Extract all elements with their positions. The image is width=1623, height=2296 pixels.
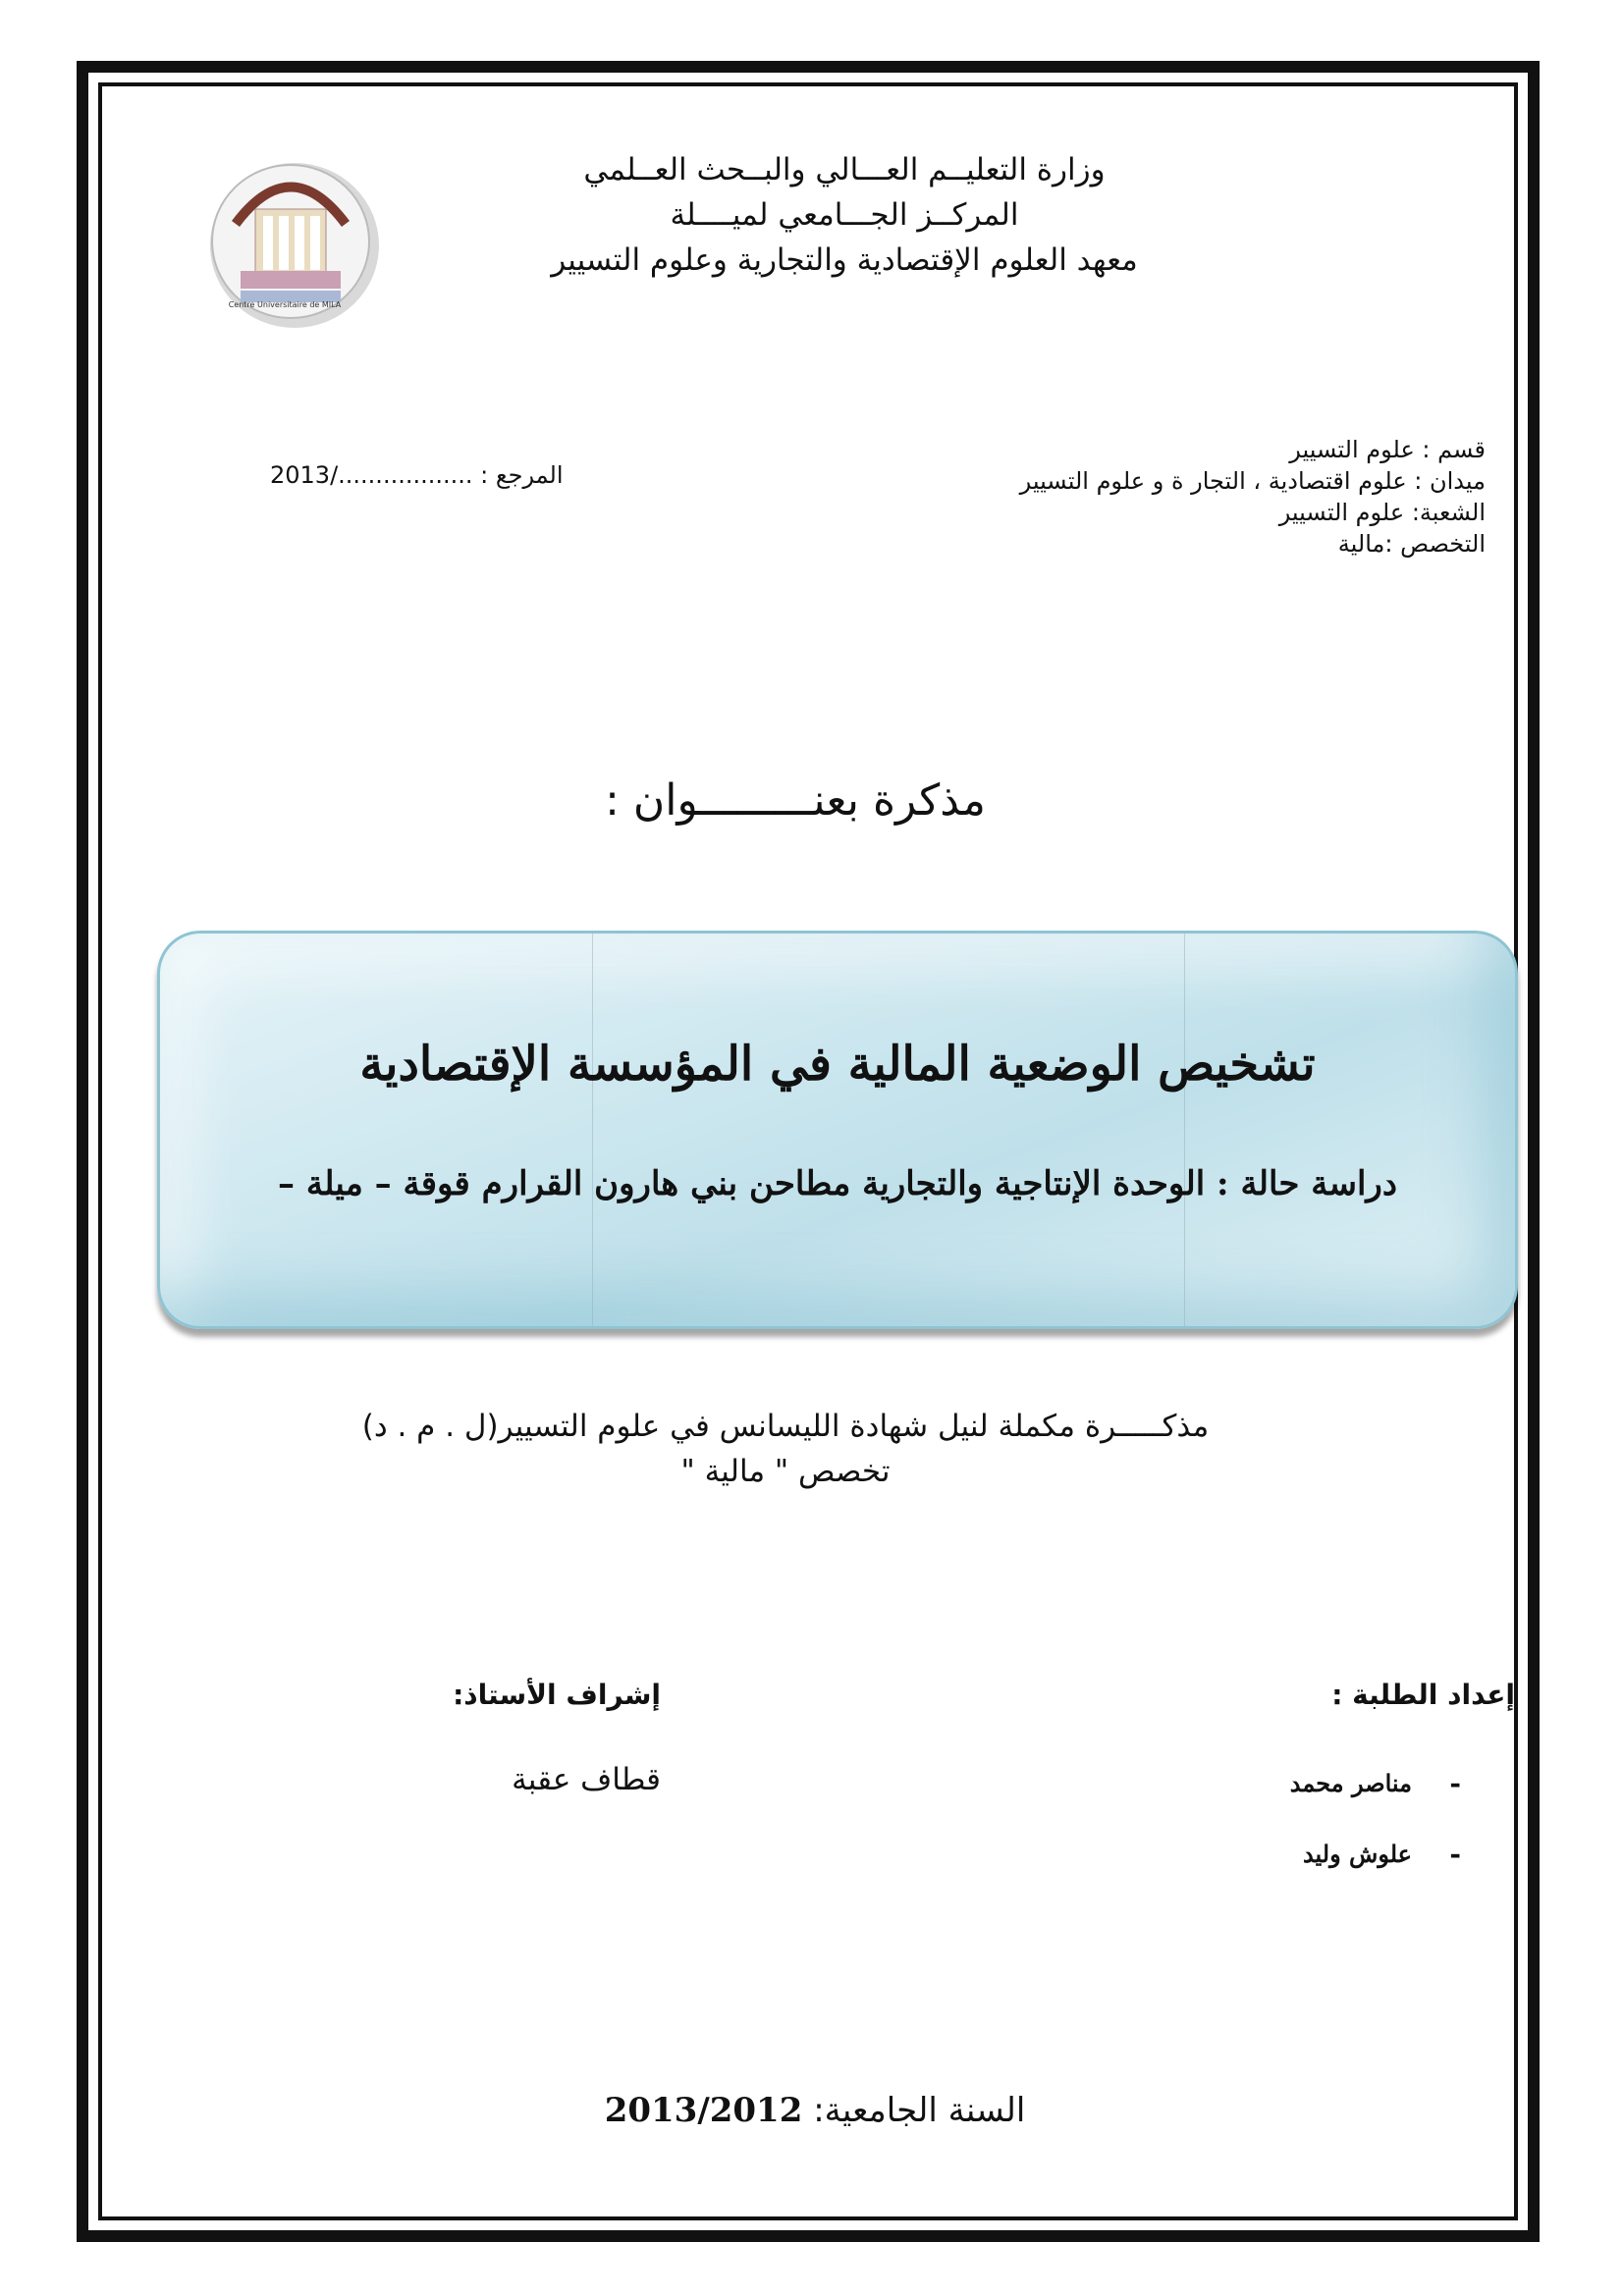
logo-caption: Centre Universitaire de MILA [228,300,342,309]
thesis-title-box [157,931,1518,1329]
list-bullet: - [1449,1838,1461,1870]
degree-statement [295,1404,1276,1494]
student-name: علوش وليد [1302,1840,1412,1868]
supervisor-name: قطاف عقبة [512,1762,661,1797]
list-bullet: - [1449,1767,1461,1799]
department-line: قسم : علوم التسيير [1289,436,1486,463]
memo-title-label: مذكرة بعنـــــــــوان : [605,775,986,826]
supervisor-label: إشراف الأستاذ: [453,1679,661,1711]
box-divider [1184,934,1185,1326]
program-info [896,434,1486,560]
university-logo [196,155,393,332]
thesis-main-title: تشخيص الوضعية المالية في المؤسسة الإقتصادية [359,1037,1316,1092]
student-name: مناصر محمد [1289,1769,1412,1797]
academic-year-value: 2013/2012 [604,2091,803,2130]
ministry-header [471,147,1217,283]
box-divider [592,934,593,1326]
institute-name: معهد العلوم الإقتصادية والتجارية وعلوم التسيير [551,242,1138,278]
academic-year [550,2091,1080,2130]
field-line: ميدان : علوم اقتصادية ، التجار ة و علوم التسيير [1019,467,1486,495]
students-label: إعداد الطلبة : [1331,1679,1515,1711]
specialization-line: تخصص " مالية " [680,1454,891,1489]
academic-year-label: السنة الجامعية: [813,2091,1026,2130]
branch-line: الشعبة: علوم التسيير [1278,499,1486,526]
reference-number: المرجع : ................../2013 [270,461,564,489]
university-center-name: المركــز الجـــامعي لميــــلة [670,197,1019,233]
thesis-case-study: دراسة حالة : الوحدة الإنتاجية والتجارية مطاحن بني هارون القرارم قوقة – ميلة – [278,1164,1397,1203]
specialty-line: التخصص :مالية [1337,530,1486,558]
degree-line: مذكـــــرة مكملة لنيل شهادة الليسانس في علوم التسيير(ل . م . د) [361,1409,1210,1444]
ministry-name: وزارة التعليــم العـــالي والبــحث العــلمي [583,152,1106,187]
